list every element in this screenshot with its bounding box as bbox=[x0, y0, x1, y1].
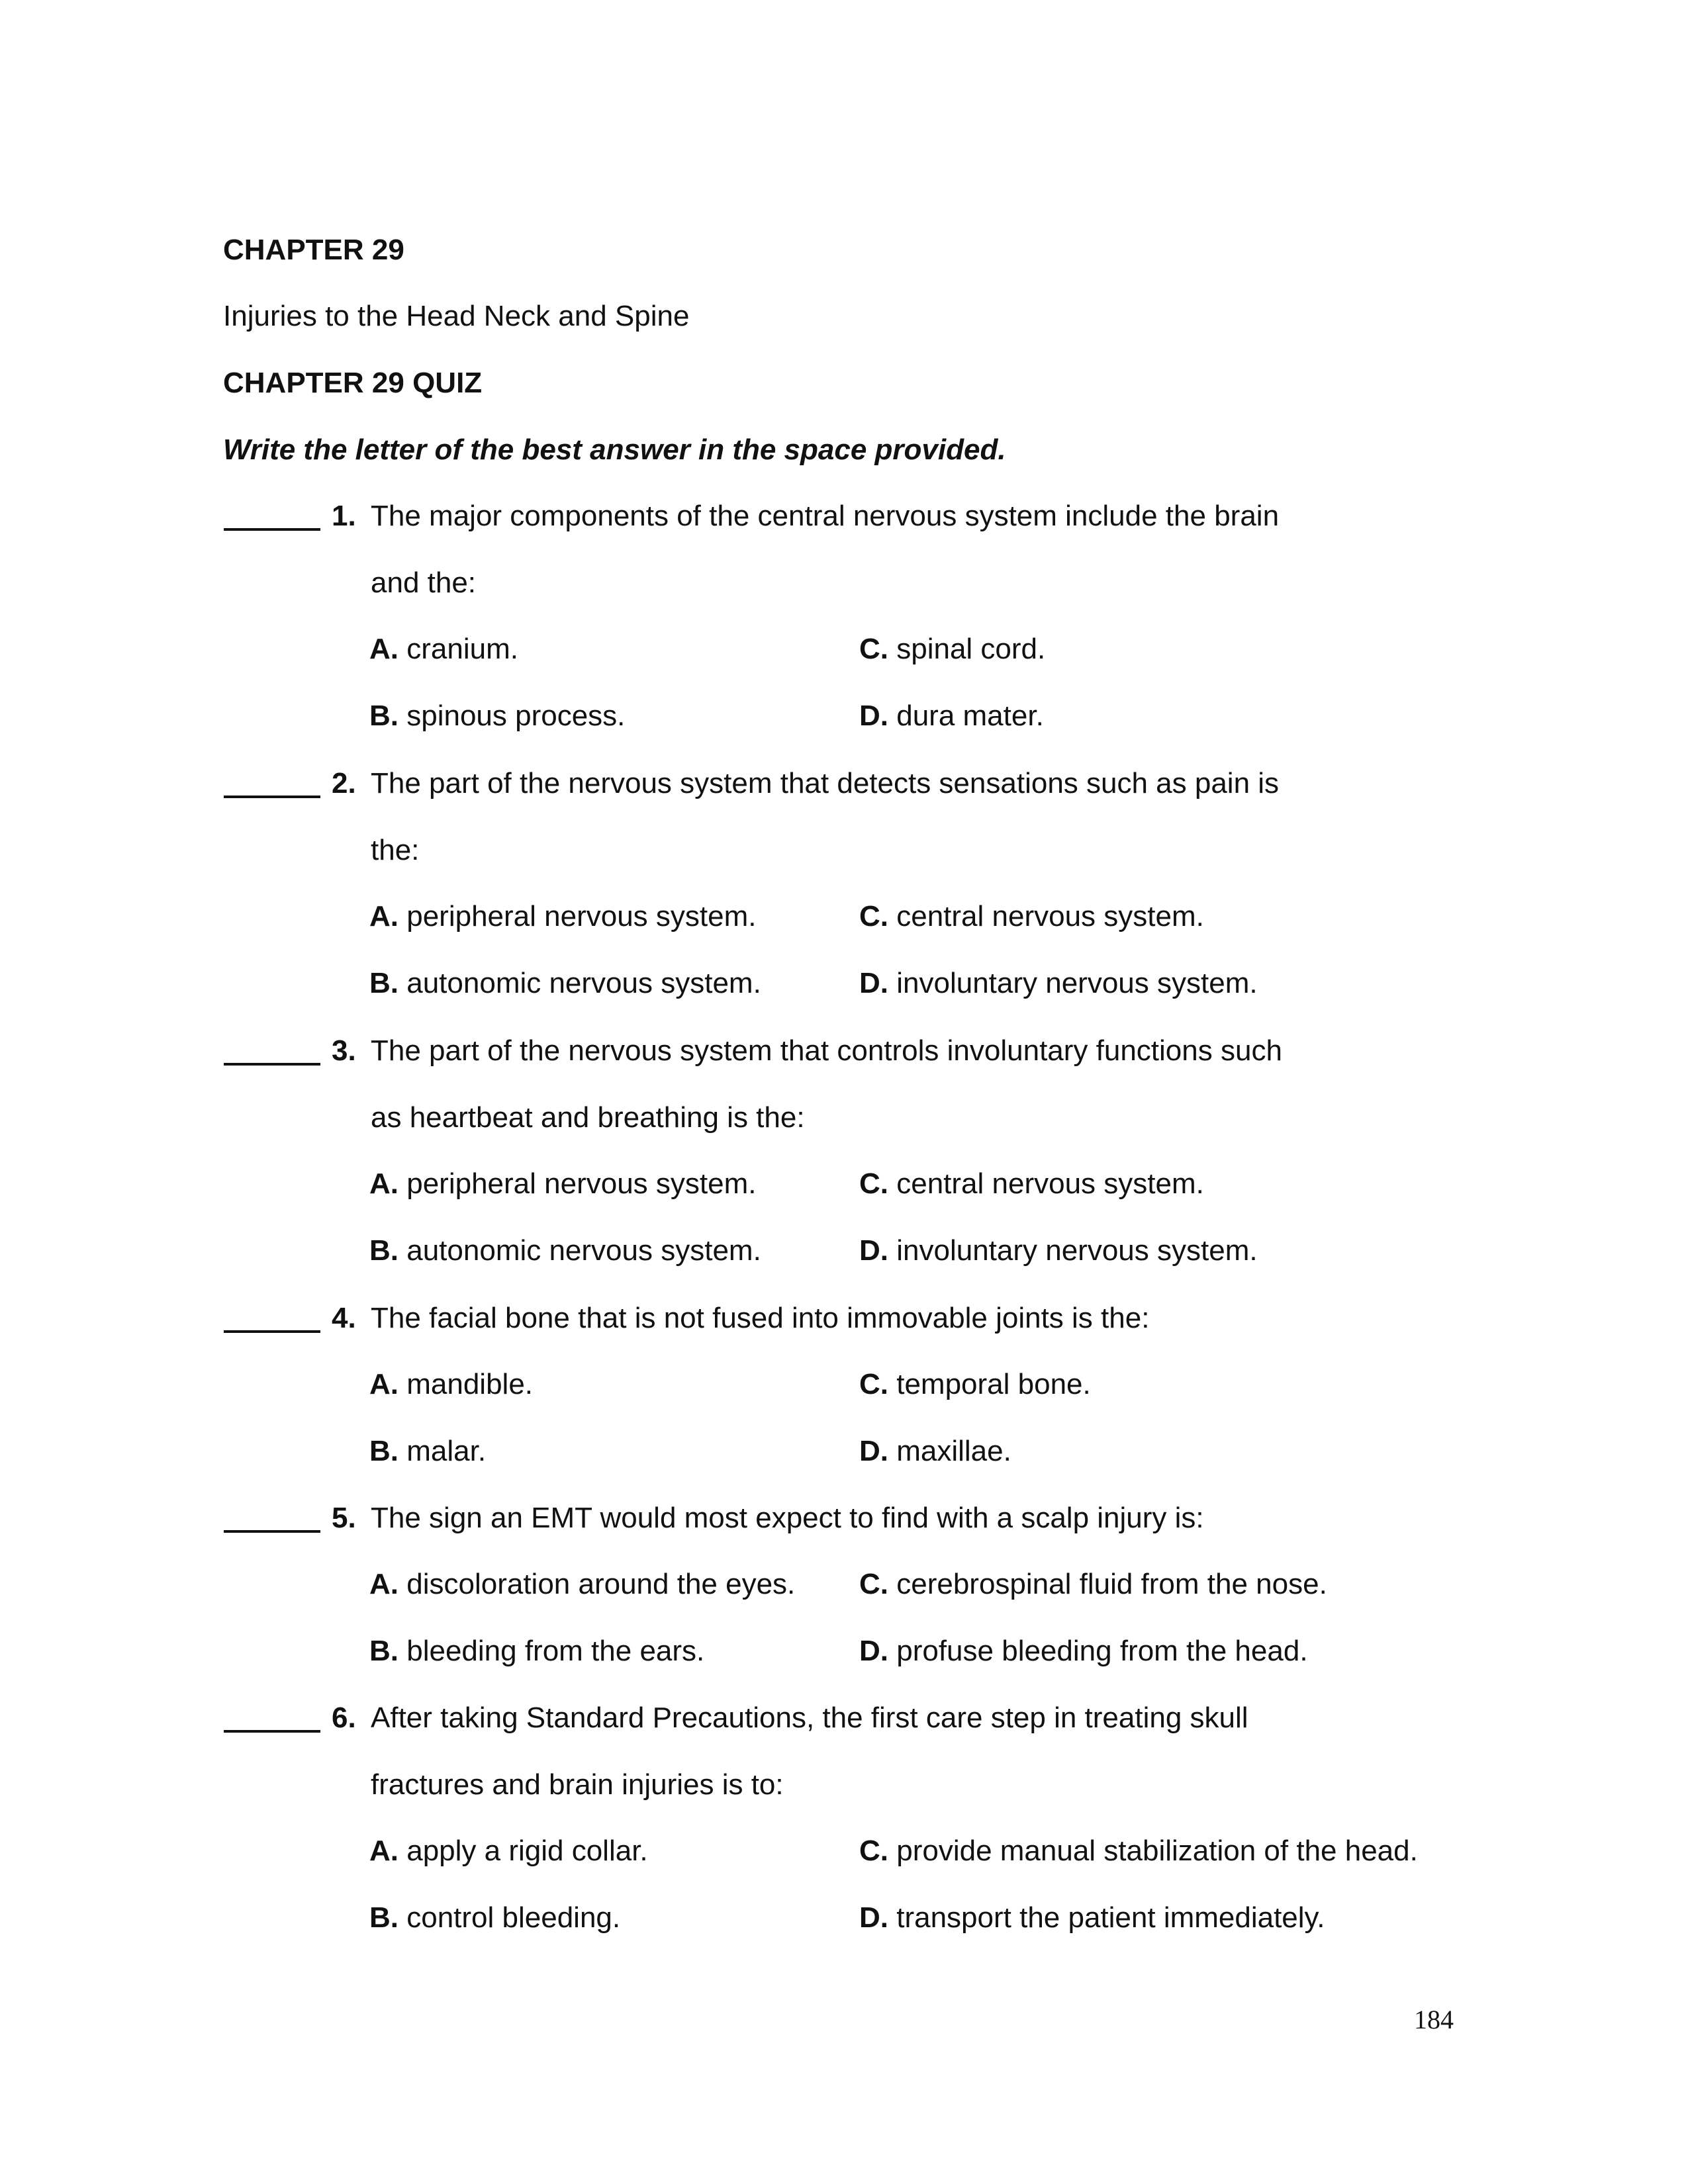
option-letter: A. bbox=[369, 1835, 399, 1867]
option-text: apply a rigid collar. bbox=[406, 1835, 648, 1867]
option-d bbox=[859, 966, 1258, 1001]
option-text: involuntary nervous system. bbox=[896, 1234, 1258, 1267]
answer-blank-5[interactable] bbox=[224, 1530, 320, 1533]
option-c bbox=[859, 1834, 1418, 1868]
question-stem-line: The sign an EMT would most expect to find with a scalp injury is: bbox=[371, 1502, 1204, 1534]
option-text: bleeding from the ears. bbox=[406, 1635, 705, 1667]
option-d bbox=[859, 1434, 1011, 1469]
option-letter: A. bbox=[369, 633, 399, 665]
option-letter: C. bbox=[859, 1368, 888, 1400]
option-letter: A. bbox=[369, 1368, 399, 1400]
option-text: discoloration around the eyes. bbox=[406, 1568, 796, 1600]
option-d bbox=[859, 1901, 1325, 1935]
option-b bbox=[369, 1901, 620, 1935]
question-stem-line: The major components of the central nervous system include the brain bbox=[371, 500, 1280, 532]
option-letter: B. bbox=[369, 1234, 399, 1267]
question-number: 1. bbox=[332, 500, 356, 532]
option-letter: B. bbox=[369, 967, 399, 999]
option-letter: C. bbox=[859, 900, 888, 933]
question-stem-line: as heartbeat and breathing is the: bbox=[371, 1101, 805, 1134]
option-letter: A. bbox=[369, 1568, 399, 1600]
answer-blank-3[interactable] bbox=[224, 1063, 320, 1066]
option-a bbox=[369, 1834, 648, 1868]
option-c bbox=[859, 899, 1204, 934]
question-number: 2. bbox=[332, 767, 356, 799]
option-letter: D. bbox=[859, 1234, 888, 1267]
option-text: spinal cord. bbox=[896, 633, 1046, 665]
option-text: profuse bleeding from the head. bbox=[896, 1635, 1308, 1667]
option-c bbox=[859, 1567, 1327, 1602]
option-text: central nervous system. bbox=[896, 1167, 1204, 1200]
option-text: provide manual stabilization of the head. bbox=[896, 1835, 1418, 1867]
option-c bbox=[859, 632, 1045, 666]
option-a bbox=[369, 1367, 533, 1402]
option-a bbox=[369, 1567, 795, 1602]
option-letter: D. bbox=[859, 967, 888, 999]
option-text: temporal bone. bbox=[896, 1368, 1091, 1400]
page-number: 184 bbox=[1414, 2005, 1454, 2034]
question-stem-line: fractures and brain injuries is to: bbox=[371, 1768, 784, 1801]
option-letter: D. bbox=[859, 700, 888, 732]
option-a bbox=[369, 1167, 756, 1201]
answer-blank-6[interactable] bbox=[224, 1730, 320, 1733]
option-b bbox=[369, 1434, 486, 1469]
option-a bbox=[369, 899, 756, 934]
quiz-instructions: Write the letter of the best answer in the space provided. bbox=[223, 433, 1006, 466]
question-stem-line: and the: bbox=[371, 567, 477, 599]
option-text: cerebrospinal fluid from the nose. bbox=[896, 1568, 1327, 1600]
question-number: 3. bbox=[332, 1034, 356, 1067]
option-text: autonomic nervous system. bbox=[406, 967, 761, 999]
option-letter: B. bbox=[369, 1635, 399, 1667]
option-c bbox=[859, 1167, 1204, 1201]
option-text: control bleeding. bbox=[406, 1901, 621, 1934]
option-text: spinous process. bbox=[406, 700, 626, 732]
option-letter: A. bbox=[369, 900, 399, 933]
option-c bbox=[859, 1367, 1091, 1402]
question-stem-line: After taking Standard Precautions, the first care step in treating skull bbox=[371, 1702, 1248, 1734]
option-d bbox=[859, 699, 1044, 733]
question-stem-line: The part of the nervous system that detects sensations such as pain is bbox=[371, 767, 1280, 799]
option-text: autonomic nervous system. bbox=[406, 1234, 761, 1267]
option-letter: C. bbox=[859, 1835, 888, 1867]
option-letter: B. bbox=[369, 700, 399, 732]
option-d bbox=[859, 1234, 1258, 1268]
option-letter: B. bbox=[369, 1435, 399, 1467]
question-number: 4. bbox=[332, 1302, 356, 1334]
option-text: cranium. bbox=[406, 633, 518, 665]
option-b bbox=[369, 1634, 704, 1668]
question-stem-line: The facial bone that is not fused into immovable joints is the: bbox=[371, 1302, 1150, 1334]
option-letter: D. bbox=[859, 1635, 888, 1667]
option-d bbox=[859, 1634, 1308, 1668]
option-text: central nervous system. bbox=[896, 900, 1204, 933]
option-b bbox=[369, 1234, 761, 1268]
option-text: involuntary nervous system. bbox=[896, 967, 1258, 999]
chapter-subtitle: Injuries to the Head Neck and Spine bbox=[223, 300, 690, 332]
question-number: 5. bbox=[332, 1502, 356, 1534]
option-letter: C. bbox=[859, 633, 888, 665]
option-text: malar. bbox=[406, 1435, 487, 1467]
option-letter: C. bbox=[859, 1167, 888, 1200]
question-stem-line: The part of the nervous system that controls involuntary functions such bbox=[371, 1034, 1282, 1067]
option-letter: C. bbox=[859, 1568, 888, 1600]
option-b bbox=[369, 699, 625, 733]
answer-blank-2[interactable] bbox=[224, 796, 320, 798]
option-text: peripheral nervous system. bbox=[406, 1167, 757, 1200]
option-text: transport the patient immediately. bbox=[896, 1901, 1325, 1934]
option-letter: B. bbox=[369, 1901, 399, 1934]
option-text: mandible. bbox=[406, 1368, 534, 1400]
option-b bbox=[369, 966, 761, 1001]
quiz-title: CHAPTER 29 QUIZ bbox=[223, 367, 483, 399]
option-a bbox=[369, 632, 518, 666]
option-letter: A. bbox=[369, 1167, 399, 1200]
option-letter: D. bbox=[859, 1435, 888, 1467]
answer-blank-1[interactable] bbox=[224, 528, 320, 531]
question-number: 6. bbox=[332, 1702, 356, 1734]
option-text: maxillae. bbox=[896, 1435, 1011, 1467]
question-stem-line: the: bbox=[371, 834, 420, 866]
option-letter: D. bbox=[859, 1901, 888, 1934]
chapter-heading: CHAPTER 29 bbox=[223, 234, 404, 266]
option-text: peripheral nervous system. bbox=[406, 900, 757, 933]
answer-blank-4[interactable] bbox=[224, 1330, 320, 1333]
option-text: dura mater. bbox=[896, 700, 1044, 732]
